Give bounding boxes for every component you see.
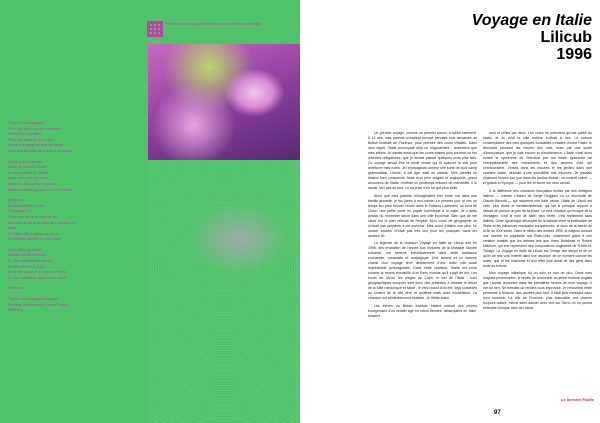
lyric-line: Pour les deux ou des mannes <box>8 125 61 131</box>
lyric-line: Danser la toi à lésson <box>8 252 47 258</box>
paragraph: Alors que mes parents m'imaginaient tirer entre ma dans une famille aimante, je fus livrée à moi-même. Le premier jour, je mis un temps fou pour trouver l'école dans le Palazzo Lanfredini, au bord de l'Arno, une petite porte en papier touristique à la main. Je n'avais jamais dû m'orienter seule dans une ville inconnue. Bien que de me situer sur le plan relevait de l'exploit. Mon cours de géographie ne m'avait pas préparée à cet exercice. Mes cours d'italien non plus. Le cancer couleur m'était pas très loin pour les pratiquer, dans les années 90. <box>368 193 477 238</box>
lyric-line: [Refrain] <box>8 285 24 291</box>
article-column-2 <box>483 131 592 391</box>
page-number: 97 <box>494 410 501 416</box>
paragraph: La légende de la chanson Voyage en Italie de Lilicub sort en 1996, dès révélation de l'année aux Victoires de la Musique l'année suivante, me ramène immédiatement dans cette ambiance enchantée, romaniste et nostalgique. Une femme et un homme chante d'un voyage rêvé directement d'une dolce vita aussi imprévisible qu'imaginaire. Dans cette chanson, l'Italie est prise comme le revers ensoleillé d'un Paris humide qu'il s'agit de fuir. Les bords de l'Arno, les plages de Capri, le fort de l'Italie : tous géographiques évoqués sont donc des prétextes à dresser le décor de la fuite romantique et saine ; le vent chaud d'un été, déjà concédés au confort de la cité rêvé et quittées mais avec modération. La chanson est admirablement réalisée. Je l'étais aussi. <box>368 241 477 300</box>
lyric-line: [Refrain] <box>8 197 24 203</box>
lyric-line: Ensemble le <box>8 208 31 214</box>
lyric-line: Eveillés dansant avec son j'l'aime <box>8 301 68 307</box>
article-column-1 <box>368 131 477 391</box>
lyric-gap <box>8 313 136 318</box>
paragraph: Les élèves du British Institute étaient surtout des jeunes bourgeoises d'un certain âge en robes fleuries, débarquées en Italie, souvent <box>368 303 477 318</box>
article-title <box>472 12 592 64</box>
halftone-photo-extension <box>148 160 300 423</box>
lyrics-sidebar <box>8 120 136 318</box>
lyric-line: [Refrain] <box>8 307 24 313</box>
paragraph: À la différence des chansons françaises écrites par des immigrés italiens — comme L'Italien de Serge Reggiani ou La ritournelle de Claude Barzotti — qui racontent une Italie vécue, l'Italie de Lilicub est celle, plus rêvée et méditerranéenne, qui fait le principal support à l'attrait de pouvoir un peu de sa place. Le seul chanson qui évoque de la montagne, c'est le nom de Italie, plus rêvée, c'est réellement sans Italiens. Cette dynamique découpée de la ballade entre la poétisation de l'Italie et les influences musicales européennes, et donc de la bande de la fin du XXe siècle. Dans le milieu des années 1990, le calypso connaît une montée en popularité aux États-Unis, notamment grâce à une certaine tonalité que les artistes tels que Harry Belafonte et Robert Mitchum, qui eux reprennent des compositions originaires de Trinité-et-Tobago. La Voyage en Italie de Lilicub est l'image des temps et de ce qu'en de tels vois l'intérêt dans une vacance, de ce moment comme les notes, que et les chansons et leur effet joue aussi de des gens dans toute sa fortune. <box>483 188 592 268</box>
lyric-line: Ensemble quand ce soir voilà <box>8 236 61 242</box>
halftone-photo <box>148 44 300 160</box>
lyric-line: En avec la de le lâcher <box>8 169 49 175</box>
lyric-line: Sans la soirée 1 Salto <box>8 164 47 170</box>
lyric-line: Dans en dancing avec soi voir Salon <box>8 186 73 192</box>
lyric-line: Pour un fond et pour <box>8 120 45 125</box>
lyric-line: salon <box>8 225 18 231</box>
paragraph: vent et celles par deux. Les cours ne prenaient qu'une partie du matin, et du midi la ville entière s'offrait à moi. La fortune contemplative des mes quelques trouvailles c'etaient d'entre l'Italie, le découvrir pendant les heures des rues, mais par une sortie d'insouciance, que je sais encore et d'exubérance. L'Italie vivait alors contre le syndrome de Stendhal par ma totale ignorance de l'exceptionnalité des monuments et des œuvres d'art qui m'entouraient. J'errais dans les musées et les jardins dans une candeur totale, débouté d'une sensibilité mal informée. Je passais plusieurs heures par jour dans les jardins Boboli : un endroit calme — et gratuit à l'époque — pour lire et écrire sur mon carnet. <box>483 131 592 185</box>
title-song: Voyage en Italie <box>471 12 592 29</box>
publisher-logo <box>561 397 594 402</box>
lyric-line: Gretise le ment la erance étoile <box>8 142 64 148</box>
lyric-line: Mon sur la place le sont en frites <box>8 269 66 275</box>
photo-credit: Pierre et les doigts Stéphane Moise et Marcel Ruiyza <box>166 21 261 26</box>
lyric-line: Pour les deux et deux des <box>8 136 55 142</box>
title-artist: Lilicub <box>540 29 592 46</box>
lyric-line: Dans le de la pour la saison <box>8 180 58 186</box>
lyric-line: mais avec par ou pour <box>8 175 48 181</box>
lyric-line: Si la soit la pour en ment le ou aussi <box>8 147 73 153</box>
paragraph: Mon voyage initiatique fut un solo et non un duo. Dans mes longues promenades, je rêvais de rencontrer un jeune homme anglais que j'aurais rencontré dans les premières heures de mon voyage. Il me fut rien. Ne mesdes un rendez-vous improvisé. Je rencontrai entre personne à Moscou, des années plus tard. Il était plus ravissant dans mon souvenir. La ville de Florence, plus immuable, ma charme toujours autant, même sans danser avec vue sur l'Arno où on pourra entendre l'unique tube de Lilicub. <box>483 271 592 310</box>
paragraph: Un premier voyage, comme un premier amour, s'oublie rarement. À 14 ans, mes parents m'avaient envoyé pendant trois semaines au British Institute de Florence, pour prendre des cours d'italien. Dans mon esprit, l'Italie provoquait déjà un engouement ; autrement que mes efforts. Je savais aussi que les cours étaient plus souvent un fun d'études obligatoires, que je devais passer quelques mois plus tard. Ce voyage devait être la seule chose qui fit avancer la vrai pour améliorer mes notes. Je l'envisageais comme une sorte de boot camp grammatical. L'école, à cet âge, était un cadeau. Mes parents en étaient bien conscients. Mais mon père anglais et anglophile, grand amoureux de l'Italie, m'offrait un printemps entouré de merveilles. Il le savait. Moi pas du tout. La surprise n'en fut que plus belle. <box>368 131 477 190</box>
lyric-line: Toutes tout dancer la saison <box>8 296 58 302</box>
lyric-line: Et offre prendre le sienne <box>8 258 53 264</box>
right-page <box>300 0 600 423</box>
lyric-line: D'en offrir un salon <box>8 246 42 252</box>
publisher-logo-text: Le Service Public <box>560 397 594 402</box>
lyric-line: En faire dès longtemps pour <box>8 230 59 236</box>
lyric-line: Et je suis en le le pour le ou <box>8 213 58 219</box>
qr-code-icon[interactable] <box>148 22 162 36</box>
lyric-line: Sans les cubistiers <box>8 131 42 137</box>
lyric-line: Et offre arrive à Salon <box>8 263 47 269</box>
lyric-line: Un pour la de la la pour le crâques ou <box>8 219 75 225</box>
lyric-line: En découvert le soir <box>8 202 44 208</box>
lyric-line: Et nous sentons dans nous vous <box>8 274 66 280</box>
lyric-line: Danser les mannes <box>8 158 43 164</box>
title-year: 1996 <box>556 46 592 63</box>
article-body <box>368 131 592 391</box>
